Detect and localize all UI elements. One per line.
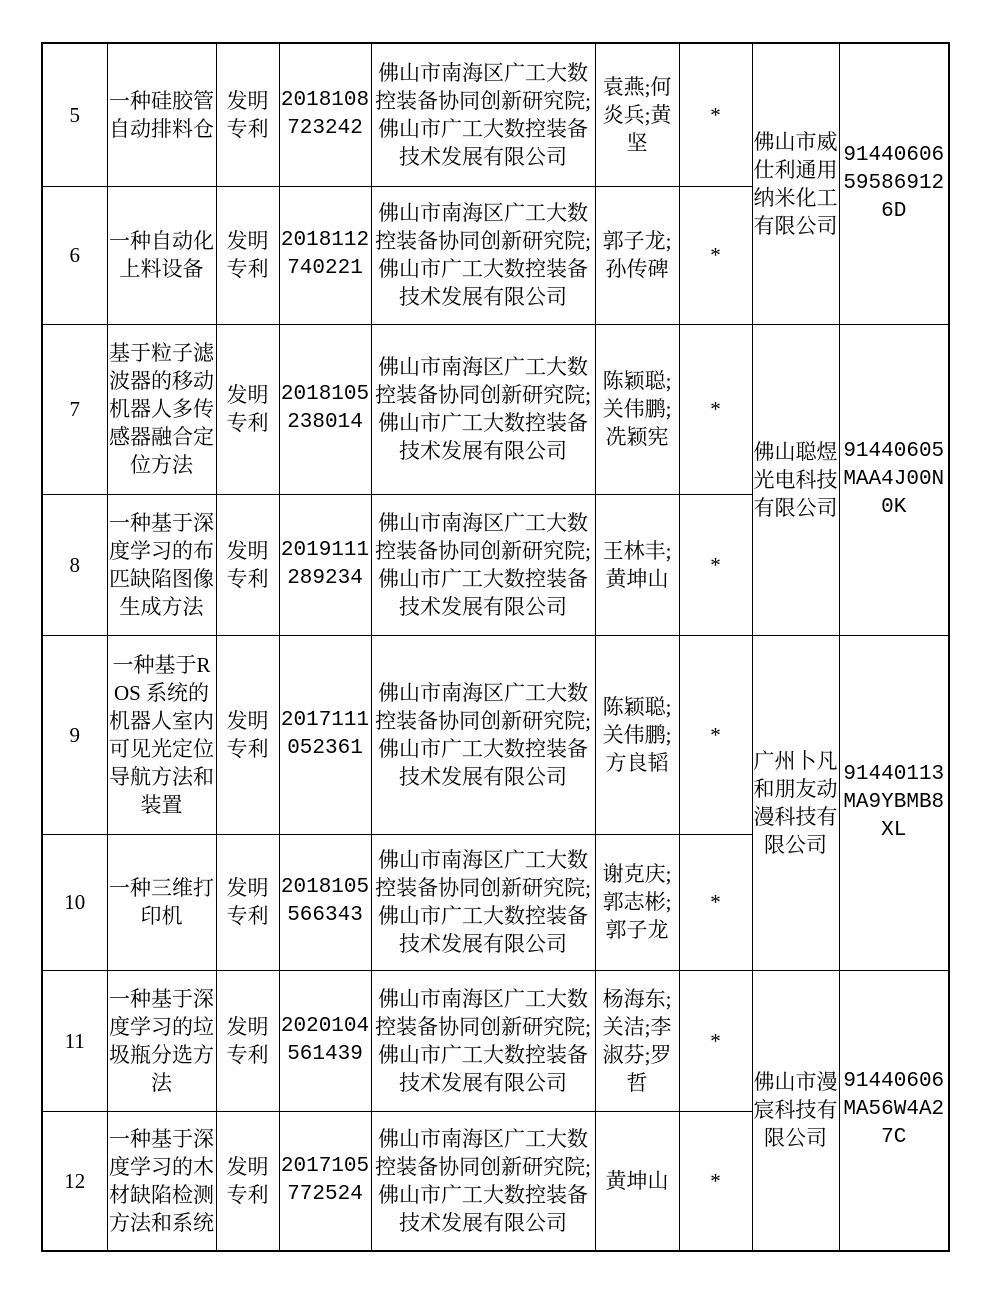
patent-title: 一种基于深度学习的垃圾瓶分选方法: [107, 970, 216, 1111]
credit-code: 91440605MAA4J00N0K: [839, 324, 949, 635]
application-number: 2017105772524: [279, 1111, 371, 1251]
row-number: 10: [42, 834, 107, 970]
asterisk-mark: *: [679, 635, 752, 834]
assignee-company: 佛山市漫宸科技有限公司: [752, 970, 839, 1251]
patent-title: 一种基于深度学习的木材缺陷检测方法和系统: [107, 1111, 216, 1251]
assignee-company: 佛山聪煜光电科技有限公司: [752, 324, 839, 635]
applicant: 佛山市南海区广工大数控装备协同创新研究院;佛山市广工大数控装备技术发展有限公司: [371, 635, 595, 834]
row-number: 9: [42, 635, 107, 834]
asterisk-mark: *: [679, 324, 752, 494]
applicant: 佛山市南海区广工大数控装备协同创新研究院;佛山市广工大数控装备技术发展有限公司: [371, 494, 595, 635]
row-number: 6: [42, 186, 107, 324]
assignee-company: 佛山市威仕利通用纳米化工有限公司: [752, 43, 839, 324]
inventors: 陈颖聪;关伟鹏;冼颖宪: [595, 324, 679, 494]
row-number: 7: [42, 324, 107, 494]
patent-type: 发明专利: [216, 635, 279, 834]
patent-type: 发明专利: [216, 186, 279, 324]
application-number: 2018112740221: [279, 186, 371, 324]
inventors: 杨海东;关洁;李淑芬;罗哲: [595, 970, 679, 1111]
asterisk-mark: *: [679, 970, 752, 1111]
inventors: 谢克庆;郭志彬;郭子龙: [595, 834, 679, 970]
asterisk-mark: *: [679, 43, 752, 186]
application-number: 2017111052361: [279, 635, 371, 834]
asterisk-mark: *: [679, 1111, 752, 1251]
inventors: 陈颖聪;关伟鹏;方良韬: [595, 635, 679, 834]
asterisk-mark: *: [679, 186, 752, 324]
inventors: 王林丰;黄坤山: [595, 494, 679, 635]
patent-title: 一种三维打印机: [107, 834, 216, 970]
credit-code: 91440113MA9YBMB8XL: [839, 635, 949, 970]
patent-type: 发明专利: [216, 43, 279, 186]
application-number: 2018105566343: [279, 834, 371, 970]
patent-type: 发明专利: [216, 1111, 279, 1251]
row-number: 11: [42, 970, 107, 1111]
applicant: 佛山市南海区广工大数控装备协同创新研究院;佛山市广工大数控装备技术发展有限公司: [371, 1111, 595, 1251]
inventors: 郭子龙;孙传碑: [595, 186, 679, 324]
applicant: 佛山市南海区广工大数控装备协同创新研究院;佛山市广工大数控装备技术发展有限公司: [371, 186, 595, 324]
patent-title: 基于粒子滤波器的移动机器人多传感器融合定位方法: [107, 324, 216, 494]
inventors: 袁燕;何炎兵;黄坚: [595, 43, 679, 186]
patent-type: 发明专利: [216, 834, 279, 970]
row-number: 12: [42, 1111, 107, 1251]
credit-code: 91440606595869126D: [839, 43, 949, 324]
table-row: [42, 324, 949, 494]
applicant: 佛山市南海区广工大数控装备协同创新研究院;佛山市广工大数控装备技术发展有限公司: [371, 834, 595, 970]
applicant: 佛山市南海区广工大数控装备协同创新研究院;佛山市广工大数控装备技术发展有限公司: [371, 970, 595, 1111]
asterisk-mark: *: [679, 494, 752, 635]
row-number: 8: [42, 494, 107, 635]
row-number: 5: [42, 43, 107, 186]
application-number: 2018105238014: [279, 324, 371, 494]
table-row: [42, 635, 949, 834]
patent-title: 一种基于深度学习的布匹缺陷图像生成方法: [107, 494, 216, 635]
patent-type: 发明专利: [216, 324, 279, 494]
patent-type: 发明专利: [216, 970, 279, 1111]
applicant: 佛山市南海区广工大数控装备协同创新研究院;佛山市广工大数控装备技术发展有限公司: [371, 43, 595, 186]
patent-title: 一种硅胶管自动排料仓: [107, 43, 216, 186]
table-row: [42, 970, 949, 1111]
patent-table: [41, 42, 950, 1252]
application-number: 2018108723242: [279, 43, 371, 186]
application-number: 2019111289234: [279, 494, 371, 635]
credit-code: 91440606MA56W4A27C: [839, 970, 949, 1251]
patent-type: 发明专利: [216, 494, 279, 635]
applicant: 佛山市南海区广工大数控装备协同创新研究院;佛山市广工大数控装备技术发展有限公司: [371, 324, 595, 494]
patent-title: 一种基于ROS 系统的机器人室内可见光定位导航方法和装置: [107, 635, 216, 834]
asterisk-mark: *: [679, 834, 752, 970]
inventors: 黄坤山: [595, 1111, 679, 1251]
patent-title: 一种自动化上料设备: [107, 186, 216, 324]
assignee-company: 广州卜凡和朋友动漫科技有限公司: [752, 635, 839, 970]
application-number: 2020104561439: [279, 970, 371, 1111]
table-row: [42, 43, 949, 186]
